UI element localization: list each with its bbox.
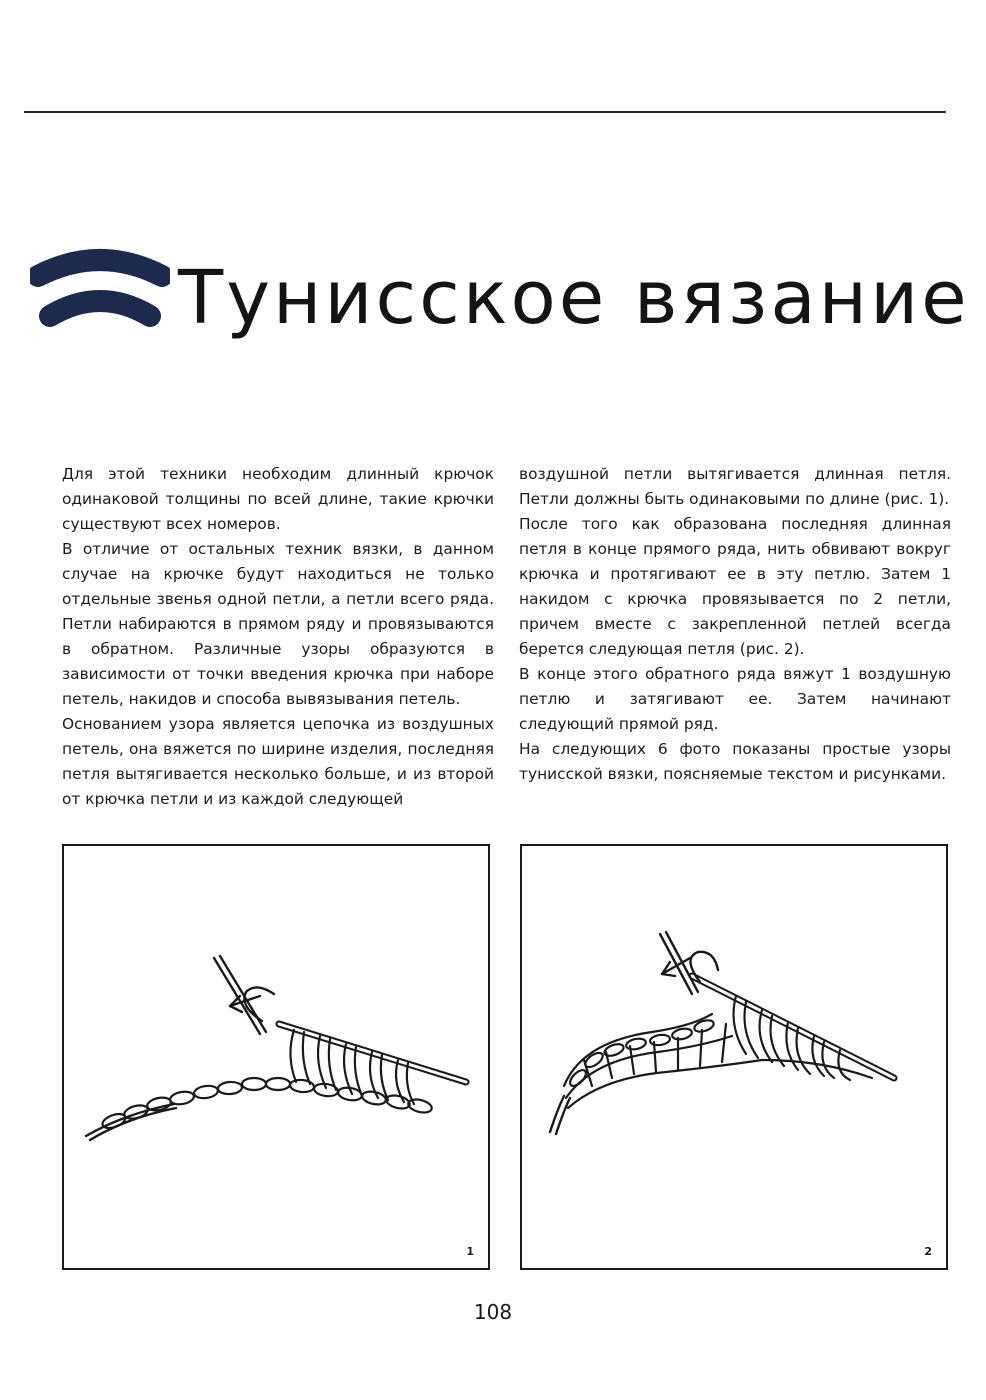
page-number: 108 [473,1300,513,1324]
paragraph: В отличие от остальных техник вязки, в данном случае на крючке будут находиться не только отдельные звенья одной петли, а петли всего ряда. Петли набираются в прямом ряду и провязываются в обратном. Различные узоры образуются в зависимости от точки введения крючка при наборе петель, накидов и способа вывязывания петель. [62,540,494,708]
text-column-left [62,462,494,812]
figure-2 [520,844,948,1270]
top-rule [24,111,946,113]
crochet-return-row-illustration-icon [522,846,946,1268]
paragraph: Для этой техники необходим длинный крючок одинаковой толщины по всей длине, такие крючки существуют всех номеров. [62,465,494,533]
title-arc-icon [30,246,170,334]
paragraph: На следующих 6 фото показаны простые узоры тунисской вязки, поясняемые текстом и рисунками. [519,740,951,783]
figure-1 [62,844,490,1270]
paragraph: Основанием узора является цепочка из воздушных петель, она вяжется по ширине изделия, последняя петля вытягивается несколько больше, и из второй от крючка петли и из каждой следующей [62,715,494,808]
text-column-right [519,462,951,787]
paragraph: воздушной петли вытягивается длинная петля. Петли должны быть одинаковыми по длине (рис. 1). [519,465,951,508]
paragraph: В конце этого обратного ряда вяжут 1 воздушную петлю и затягивают ее. Затем начинают следующий прямой ряд. [519,665,951,733]
page-title: Тунисское вязание [178,255,970,341]
figure-number: 2 [924,1245,932,1258]
paragraph: После того как образована последняя длинная петля в конце прямого ряда, нить обвивают вокруг крючка и протягивают ее в эту петлю. Затем 1 накидом с крючка провязывается по 2 петли, причем вместе с закрепленной петлей всегда берется следующая петля (рис. 2). [519,515,951,658]
crochet-forward-row-illustration-icon [64,846,488,1268]
figure-number: 1 [466,1245,474,1258]
